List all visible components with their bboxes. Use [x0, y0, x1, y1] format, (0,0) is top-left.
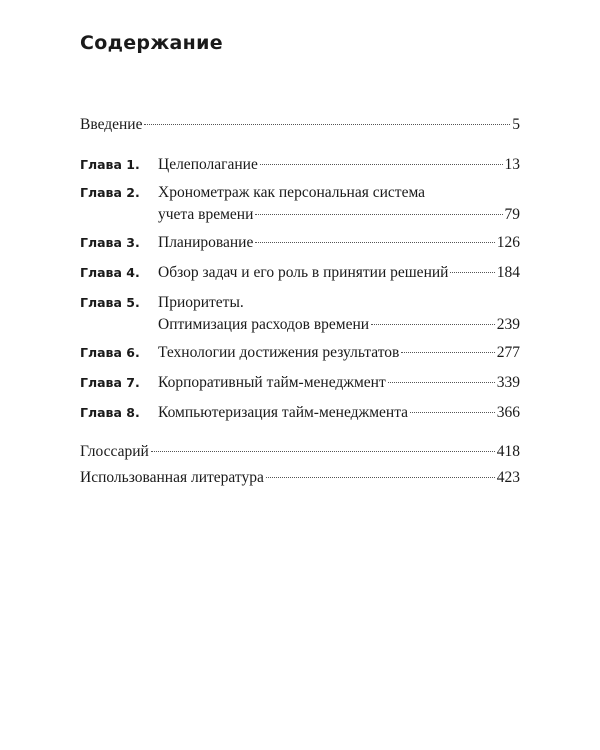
dot-leader [144, 123, 510, 125]
page-number: 13 [504, 156, 520, 173]
entry-title: Целеполагание [158, 156, 258, 173]
chapter-label: Глава 6. [80, 345, 140, 360]
dot-leader [388, 381, 495, 383]
dot-leader [266, 476, 495, 478]
toc-entry-chapter-8 [80, 402, 520, 424]
toc-entry-chapter-4 [80, 262, 520, 284]
chapter-label: Глава 3. [80, 235, 140, 250]
entry-title-line-1: Приоритеты. [158, 294, 244, 311]
entry-title: Компьютеризация тайм-менеджмента [158, 404, 409, 421]
dot-leader [371, 323, 495, 325]
page-number: 5 [512, 116, 520, 133]
dot-leader [401, 351, 494, 353]
toc-entry-intro [80, 114, 520, 136]
toc-entry-chapter-3 [80, 232, 520, 254]
dot-leader [450, 271, 494, 273]
dot-leader [255, 241, 494, 243]
page-number: 277 [496, 344, 520, 361]
entry-title: Оптимизация расходов времени [158, 316, 370, 333]
chapter-label: Глава 4. [80, 265, 140, 280]
page-number: 126 [496, 234, 520, 251]
page-number: 423 [496, 469, 520, 486]
page-number: 339 [496, 374, 520, 391]
toc-entry-chapter-1 [80, 154, 520, 176]
entry-title: Технологии достижения результатов [158, 344, 400, 361]
dot-leader [151, 450, 495, 452]
entry-title: Корпоративный тайм-менеджмент [158, 374, 386, 391]
entry-title: Глоссарий [80, 443, 149, 460]
entry-title: Введение [80, 116, 143, 133]
toc-entry-chapter-6 [80, 342, 520, 364]
entry-title-line-1: Хронометраж как персональная система [158, 184, 426, 201]
entry-title: Обзор задач и его роль в принятии решений [158, 264, 449, 281]
entry-title: Планирование [158, 234, 254, 251]
toc-entry-references [80, 467, 520, 489]
page-number: 184 [496, 264, 520, 281]
page-number: 366 [496, 404, 520, 421]
page-number: 79 [504, 206, 520, 223]
toc-entry-chapter-2 [80, 182, 520, 226]
dot-leader [260, 163, 503, 165]
chapter-label: Глава 7. [80, 375, 140, 390]
entry-title: Использованная литература [80, 469, 264, 486]
entry-title: учета времени [158, 206, 254, 223]
page-number: 239 [496, 316, 520, 333]
page-title: Содержание [80, 32, 223, 54]
chapter-label: Глава 2. [80, 185, 140, 200]
dot-leader [410, 411, 495, 413]
chapter-label: Глава 8. [80, 405, 140, 420]
toc-entry-chapter-5 [80, 292, 520, 336]
page-number: 418 [496, 443, 520, 460]
chapter-label: Глава 5. [80, 295, 140, 310]
toc-entry-chapter-7 [80, 372, 520, 394]
toc-entry-glossary [80, 441, 520, 463]
chapter-label: Глава 1. [80, 157, 140, 172]
dot-leader [255, 213, 502, 215]
